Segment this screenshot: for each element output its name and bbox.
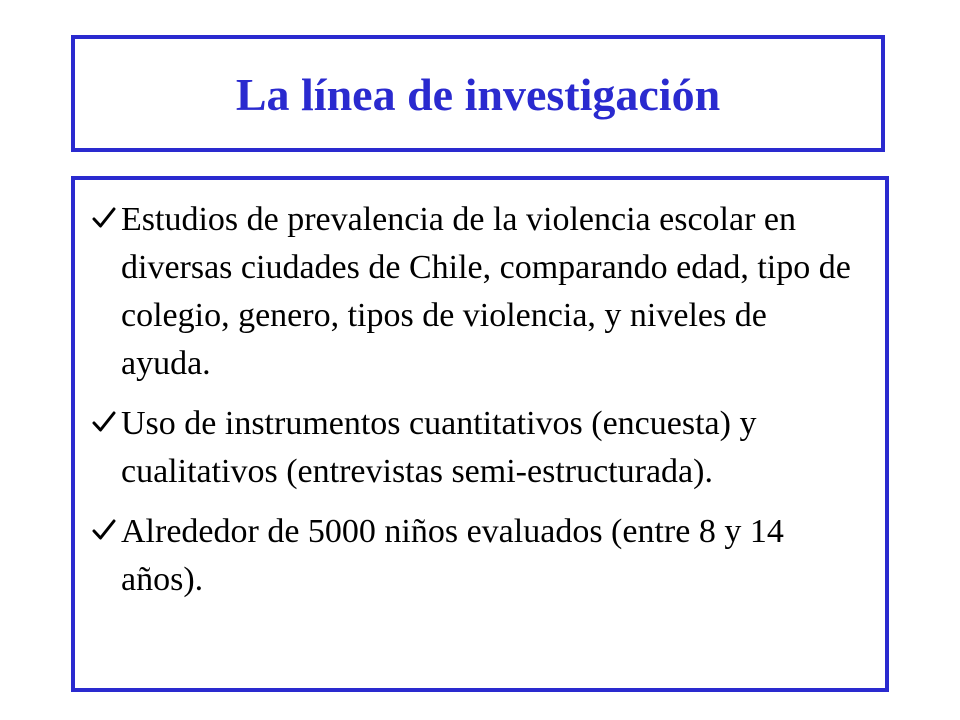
check-icon: [91, 400, 121, 444]
bullet-list: [91, 196, 855, 604]
bullet-item: [91, 196, 855, 388]
check-icon: [91, 508, 121, 552]
bullet-text: Alrededor de 5000 niños evaluados (entre 8 y 14 años).: [121, 513, 784, 598]
check-icon: [91, 196, 121, 240]
bullet-text: Uso de instrumentos cuantitativos (encuesta) y cualitativos (entrevistas semi-estructurada).: [121, 405, 757, 490]
bullet-text: Estudios de prevalencia de la violencia escolar en diversas ciudades de Chile, comparando edad, tipo de colegio, genero, tipos de violencia, y niveles de ayuda.: [121, 201, 851, 382]
content-box: [71, 176, 889, 692]
bullet-item: [91, 508, 855, 604]
bullet-item: [91, 400, 855, 496]
title-box: [71, 35, 885, 152]
slide-title: La línea de investigación: [235, 68, 721, 120]
